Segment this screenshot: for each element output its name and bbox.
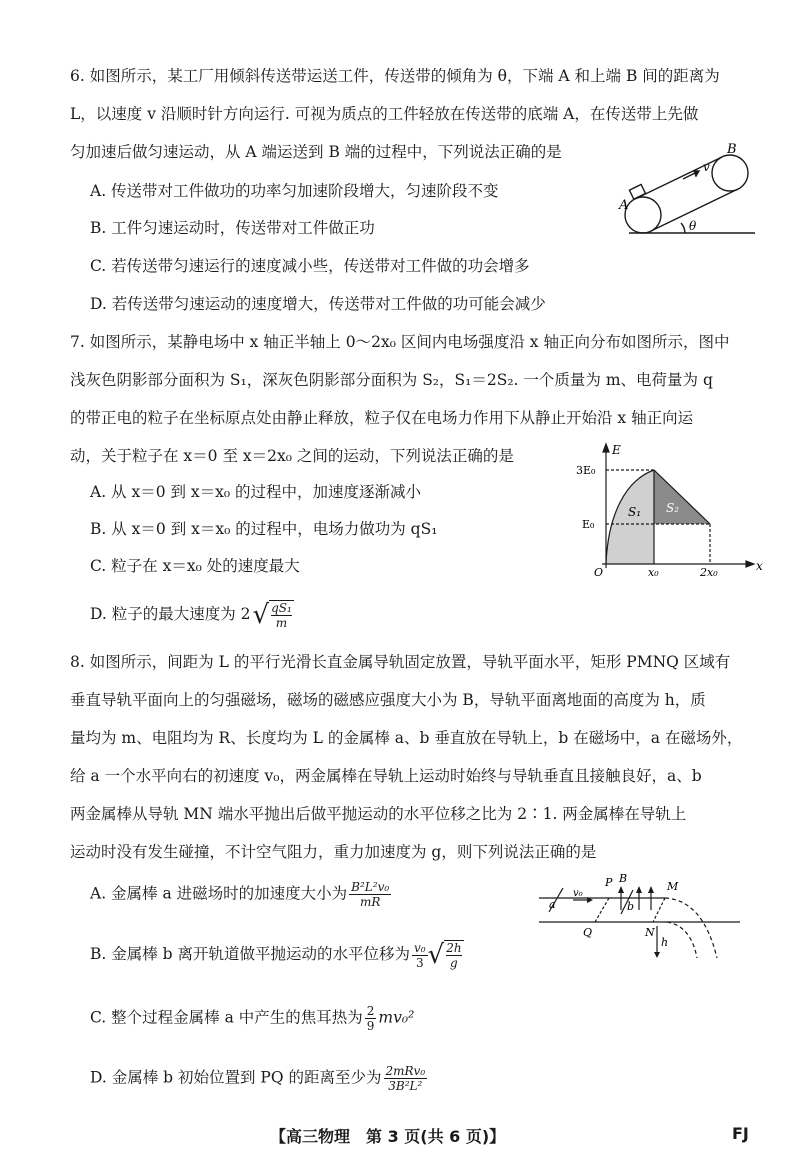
q8-option-b: [90, 940, 464, 970]
sqrt-sign: √: [252, 600, 270, 630]
fraction-denominator: mR: [359, 895, 381, 909]
fraction-numerator: 2h: [446, 941, 462, 955]
q7-option-b: B. 从 x＝0 到 x＝x₀ 的过程中，电场力做功为 qS₁: [90, 520, 438, 538]
boundary-pq: [595, 898, 609, 922]
label-a: A: [619, 198, 629, 213]
fraction-denominator: g: [450, 956, 458, 970]
label-p: P: [605, 876, 613, 889]
upper-pulley: [712, 155, 748, 191]
fraction-denominator: m: [275, 616, 288, 630]
q7-stem-line-1: 7. 如图所示，某静电场中 x 轴正半轴上 0～2x₀ 区间内电场强度沿 x 轴正向分布如图所示，图中: [70, 333, 730, 351]
field-arrowhead-3: [648, 886, 654, 893]
label-q: Q: [583, 926, 593, 939]
sqrt-expression: [253, 600, 294, 630]
label-n: N: [645, 926, 655, 939]
label-rod-b: b: [627, 900, 635, 913]
y-axis-arrow: [603, 444, 609, 452]
fraction-denominator: 9: [366, 1019, 375, 1033]
q8-stem-line-6: 运动时没有发生碰撞，不计空气阻力，重力加速度为 g，则下列说法正确的是: [70, 843, 597, 861]
q8-option-d-prefix: D. 金属棒 b 初始位置到 PQ 的距离至少为: [90, 1068, 382, 1087]
q8-stem-line-5: 两金属棒从导轨 MN 端水平抛出后做平抛运动的水平位移之比为 2∶1. 两金属棒在导轨上: [70, 805, 687, 823]
fraction-numerator: B²L²v₀: [351, 880, 390, 894]
q8-option-c-prefix: C. 整个过程金属棒 a 中产生的焦耳热为: [90, 1008, 363, 1027]
q7-option-c: C. 粒子在 x＝x₀ 处的速度最大: [90, 557, 300, 575]
q8-option-c: [90, 1004, 414, 1033]
trajectory-a: [665, 898, 717, 958]
label-rod-a: a: [549, 898, 556, 911]
lower-pulley: [625, 197, 661, 233]
angle-arc: [681, 223, 685, 233]
q8-stem-line-2: 垂直导轨平面向上的匀强磁场，磁场的磁感应强度大小为 B，导轨平面离地面的高度为 h，质: [70, 691, 706, 709]
label-v0: v₀: [573, 888, 583, 899]
label-v: v: [703, 160, 710, 174]
q8-option-b-prefix: B. 金属棒 b 离开轨道做平抛运动的水平位移为: [90, 945, 411, 963]
axis-x-label: x: [756, 559, 763, 573]
q8-option-d: [90, 1064, 427, 1093]
label-theta: θ: [689, 219, 697, 233]
q7-option-d: [90, 600, 294, 630]
fraction-denominator: 3: [416, 955, 424, 970]
q6-stem-line-2: L，以速度 v 沿顺时针方向运行. 可视为质点的工件轻放在传送带的底端 A，在传送带上先做: [70, 105, 699, 123]
tick-2x0: 2x₀: [700, 566, 718, 576]
sqrt-radicand: [444, 940, 463, 970]
axis-e-label: E: [612, 443, 621, 457]
label-b: B: [727, 143, 737, 157]
tick-e0: E₀: [582, 518, 595, 531]
fraction: [365, 1004, 377, 1033]
field-arrowhead-2: [636, 886, 642, 893]
tick-3e0: 3E₀: [576, 464, 596, 477]
q7-stem-line-4: 动，关于粒子在 x＝0 至 x＝2x₀ 之间的运动，下列说法正确的是: [70, 447, 514, 465]
sqrt-sign: √: [427, 940, 445, 970]
q8-option-a-prefix: A. 金属棒 a 进磁场时的加速度大小为: [90, 884, 348, 903]
fraction: [384, 1064, 428, 1093]
q6-stem-line-1: 6. 如图所示，某工厂用倾斜传送带运送工件，传送带的倾角为 θ，下端 A 和上端 B 间的距离为: [70, 67, 720, 85]
fraction-numerator: 2: [366, 1004, 375, 1018]
q8-stem-line-4: 给 a 一个水平向右的初速度 v₀，两金属棒在导轨上运动时始终与导轨垂直且接触良好，a、b: [70, 767, 702, 785]
fraction-denominator: 3B²L²: [388, 1079, 423, 1093]
electric-field-graph: [568, 440, 768, 576]
label-h: h: [661, 936, 669, 949]
trajectory-b: [667, 922, 697, 958]
paper-code: FJ: [732, 1124, 749, 1143]
sqrt-expression: [428, 940, 464, 970]
boundary-mn: [653, 898, 665, 922]
fraction-numerator: qS₁: [271, 601, 292, 615]
q8-stem-line-1: 8. 如图所示，间距为 L 的平行光滑长直金属导轨固定放置，导轨平面水平，矩形 PMNQ 区域有: [70, 653, 731, 671]
fraction: [412, 941, 428, 970]
height-arrowhead: [654, 952, 660, 958]
q8-option-a: [90, 880, 391, 909]
velocity-arrowhead: [694, 171, 699, 176]
q6-option-a: A. 传送带对工件做功的功率匀加速阶段增大，匀速阶段不变: [90, 182, 499, 200]
q8-option-c-suffix: mv₀²: [378, 1008, 415, 1027]
tick-x0: x₀: [648, 566, 659, 576]
fraction: [349, 880, 391, 909]
fraction-numerator: 2mRv₀: [385, 1064, 426, 1078]
q6-option-b: B. 工件匀速运动时，传送带对工件做正功: [90, 219, 375, 237]
x-axis-arrow: [746, 561, 754, 567]
q6-option-c: C. 若传送带匀速运行的速度减小些，传送带对工件做的功会增多: [90, 257, 530, 275]
q7-option-d-prefix: D. 粒子的最大速度为 2: [90, 605, 251, 623]
q7-stem-line-2: 浅灰色阴影部分面积为 S₁，深灰色阴影部分面积为 S₂，S₁＝2S₂. 一个质量为 m、电荷量为 q: [70, 371, 713, 389]
q8-stem-line-3: 量均为 m、电阻均为 R、长度均为 L 的金属棒 a、b 垂直放在导轨上，b 在磁场中，a 在磁场外，: [70, 729, 743, 747]
label-m: M: [667, 880, 679, 893]
sqrt-radicand: [269, 600, 294, 630]
s2-label: S₂: [666, 501, 680, 515]
q6-stem-line-3: 匀加速后做匀速运动，从 A 端运送到 B 端的过程中，下列说法正确的是: [70, 143, 562, 161]
rail-magnetic-field-figure: [535, 870, 745, 970]
label-field-b: B: [619, 872, 628, 885]
page-footer: 【高三物理 第 3 页(共 6 页)】: [270, 1127, 506, 1146]
origin-label: O: [594, 566, 604, 576]
s1-label: S₁: [628, 505, 642, 519]
q6-option-d: D. 若传送带匀速运动的速度增大，传送带对工件做的功可能会减少: [90, 295, 546, 313]
field-arrowhead-1: [618, 886, 624, 893]
q7-option-a: A. 从 x＝0 到 x＝x₀ 的过程中，加速度逐渐减小: [90, 483, 422, 501]
fraction-numerator: v₀: [414, 940, 426, 955]
q7-stem-line-3: 的带正电的粒子在坐标原点处由静止释放，粒子仅在电场力作用下从静止开始沿 x 轴正向运: [70, 409, 694, 427]
conveyor-belt-figure: [615, 143, 765, 243]
